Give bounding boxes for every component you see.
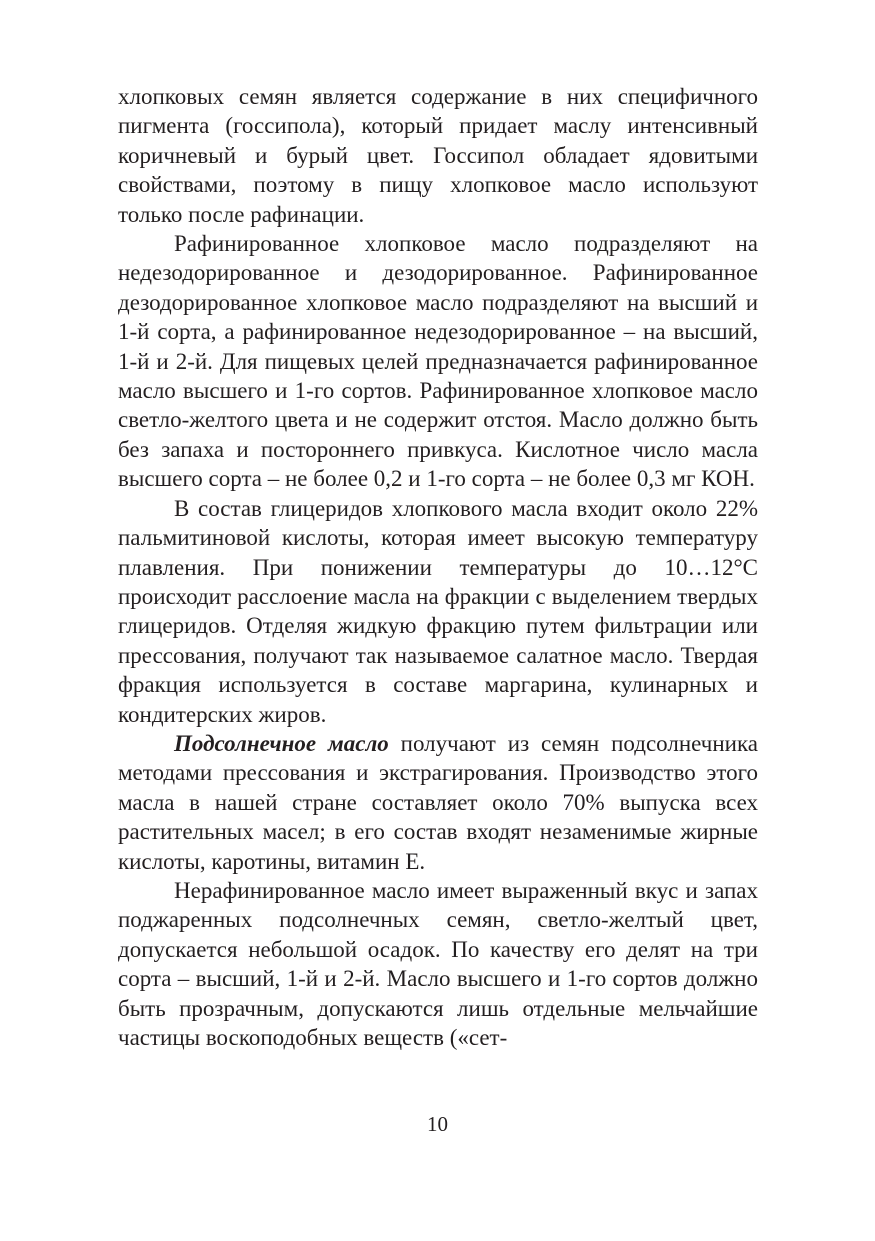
term-sunflower-oil: Подсолнечное масло (174, 730, 389, 756)
page-number: 10 (427, 1112, 448, 1136)
paragraph-sunflower-oil (118, 729, 758, 876)
paragraph-unrefined-oil: Нерафинированное масло имеет выраженный вкус и запах поджаренных подсолнечных семян, светло-желтый цвет, допускается небольшой осадок. По качеству его делят на три сорта – высший, 1-й и 2-й. Масло высшего и 1-го сортов должно быть прозрачным, допускаются лишь отдельные мельчайшие частицы воскоподобных веществ («сет- (118, 877, 758, 1050)
paragraph-refined-cottonseed-oil: Рафинированное хлопковое масло подразделяют на недезодорированное и дезодорированное. Рафинированное дезодорированное хлопковое масло подразделяют на высший и 1-й сорта, а рафинированное недезодорированное – на высший, 1-й и 2-й. Для пищевых целей предназначается рафинированное масло высшего и 1-го сортов. Рафинированное хлопковое масло светло-желтого цвета и не содержит отстоя. Масло должно быть без запаха и постороннего привкуса. Кислотное число масла высшего сорта – не более 0,2 и 1-го сорта – не более 0,3 мг КОН. (118, 231, 758, 492)
paragraph-glycerides: В состав глицеридов хлопкового масла входит около 22% пальмитиновой кислоты, которая имеет высокую температуру плавления. При понижении температуры до 10…12°С происходит расслоение масла на фракции с выделением твердых глицеридов. Отделяя жидкую фракцию путем фильтрации или прессования, получают так называемое салатное масло. Твердая фракция используется в составе маргарина, кулинарных и кондитерских жиров. (118, 495, 758, 727)
paragraph-sunflower-oil-text: получают из семян подсолнечника методами прессования и экстрагирования. Производство этого масла в нашей стране составляет около 70% выпуска всех растительных масел; в его состав входят незаменимые жирные кислоты, каротины, витамин Е. (118, 730, 758, 874)
page-body (118, 82, 758, 1052)
paragraph-cottonseed-pigment: хлопковых семян является содержание в них специфичного пигмента (госсипола), который придает маслу интенсивный коричневый и бурый цвет. Госсипол обладает ядовитыми свойствами, поэтому в пищу хлопковое масло используют только после рафинации. (118, 84, 758, 227)
